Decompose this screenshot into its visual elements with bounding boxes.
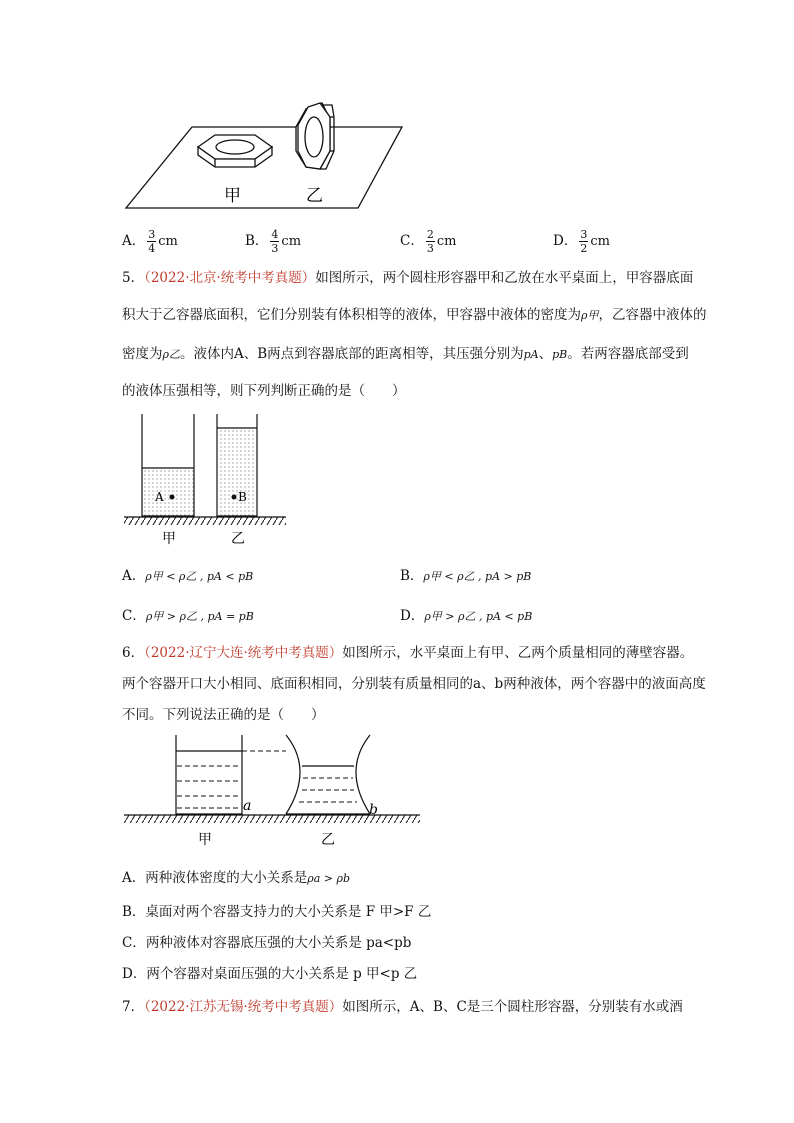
q5-option-d[interactable]: D．ρ甲 > ρ乙 , pA < pB [400,608,533,624]
q7-source: （2022·江苏无锡·统考中考真题） [144,999,343,1015]
option-expression: ρ甲 > ρ乙 , pA < pB [424,610,533,623]
label-a: a [243,798,252,814]
option-expression: ρa > ρb [307,872,350,885]
q6-line3: 不同。下列说法正确的是（ ） [122,707,325,723]
label-b: b [369,802,378,818]
label-jia: 甲 [198,832,212,848]
label-yi: 乙 [306,186,323,206]
liquid-jia [142,468,194,516]
option-expression: ρ甲 < ρ乙 , pA > pB [423,570,532,583]
container-yi-right-wall [356,735,370,814]
liquid-a-lines [177,751,241,808]
q5-option-a[interactable]: A．ρ甲 < ρ乙 , pA < pB [122,568,254,584]
lying-nut [198,135,272,167]
label-yi: 乙 [231,531,245,547]
q5-line4: 的液体压强相等，则下列判断正确的是（ ） [122,383,406,399]
tabletop-plane [126,127,402,208]
standing-nut [296,103,334,169]
fraction: $\frac{2}{3}$ [426,228,434,255]
liquid-b-lines [299,778,357,802]
nuts-figure [120,95,420,215]
q5-line2: 积大于乙容器底面积，它们分别装有体积相等的液体，甲容器中液体的密度为ρ甲，乙容器中液体的 [122,307,707,323]
point-b-label: B [238,490,247,504]
q6-option-d[interactable]: D．两个容器对桌面压强的大小关系是 p 甲<p 乙 [122,966,418,982]
label-jia: 甲 [224,186,241,206]
q6-containers-figure [120,730,425,855]
rho-jia-symbol: ρ甲 [581,309,599,322]
q5-line1: 5．（2022·北京·统考中考真题）如图所示，两个圆柱形容器甲和乙放在水平桌面上，甲容器底面 [122,270,694,286]
point-b-dot [232,495,237,500]
pB-symbol: pB [552,348,568,361]
fraction: $\frac{4}{3}$ [271,228,279,255]
q5-option-b[interactable]: B．ρ甲 < ρ乙 , pA > pB [400,568,532,584]
fraction: $\frac{3}{4}$ [148,228,156,255]
q6-source: （2022·辽宁大连·统考中考真题） [144,645,343,661]
q6-option-a[interactable]: A．两种液体密度的大小关系是ρa > ρb [122,870,350,886]
pA-symbol: pA [523,348,539,361]
point-a-label: A [155,490,164,504]
q6-option-c[interactable]: C．两种液体对容器底压强的大小关系是 pa<pb [122,935,412,951]
q4-option-d[interactable]: D． $\frac{3}{2}$ cm [553,228,610,255]
container-jia [176,735,242,814]
q6-line2: 两个容器开口大小相同、底面积相同，分别装有质量相同的a、b两种液体，两个容器中的液面高度 [122,676,706,692]
q4-option-c[interactable]: C． $\frac{2}{3}$ cm [400,228,457,255]
q6-line1: 6．（2022·辽宁大连·统考中考真题）如图所示，水平桌面上有甲、乙两个质量相同的薄壁容器。 [122,645,694,661]
q5-containers-figure [120,410,290,550]
q5-source: （2022·北京·统考中考真题） [144,270,316,286]
label-jia: 甲 [162,531,176,547]
q4-option-a[interactable]: A． $\frac{3}{4}$ cm [122,228,178,255]
q4-option-b[interactable]: B． $\frac{4}{3}$ cm [245,228,302,255]
q6-option-b[interactable]: B．桌面对两个容器支持力的大小关系是 F 甲>F 乙 [122,904,432,920]
option-expression: ρ甲 > ρ乙 , pA = pB [145,610,254,623]
q5-option-c[interactable]: C．ρ甲 > ρ乙 , pA = pB [122,608,254,624]
container-yi-left-wall [286,735,300,814]
rho-yi-symbol: ρ乙 [162,348,180,361]
point-a-dot [170,495,175,500]
fraction: $\frac{3}{2}$ [580,228,588,255]
ground-hatch [124,517,286,525]
q7-line1: 7．（2022·江苏无锡·统考中考真题）如图所示，A、B、C是三个圆柱形容器，分别装有水或酒 [122,999,683,1015]
label-yi: 乙 [321,832,335,848]
option-expression: ρ甲 < ρ乙 , pA < pB [145,570,254,583]
q5-line3: 密度为ρ乙。液体内A、B两点到容器底部的距离相等，其压强分别为pA、pB。若两容器底部受到 [122,346,689,362]
liquid-yi [217,428,257,516]
